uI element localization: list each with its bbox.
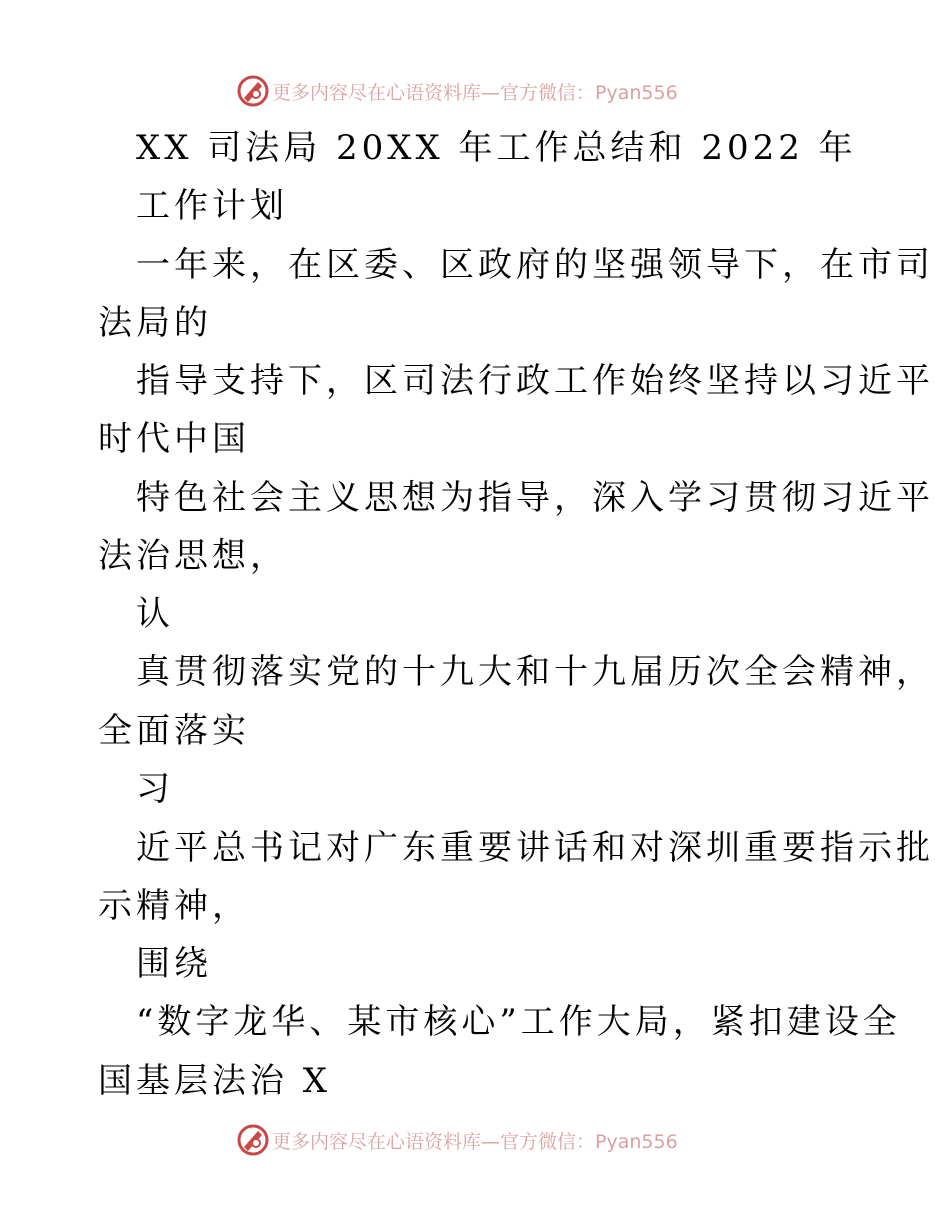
paragraph-line: 围绕 [136,944,212,984]
paragraph-line: 法治思想， [98,536,288,576]
watermark-text: 更多内容尽在心语资料库—官方微信：Pyan556 [272,81,678,104]
paragraph-line: 国基层法治 X [98,1061,332,1101]
watermark-text: 更多内容尽在心语资料库—官方微信：Pyan556 [272,1130,678,1153]
document-title-line-1: XX 司法局 20XX 年工作总结和 2022 年 [136,128,857,168]
paragraph-line: 一年来，在区委、区政府的坚强领导下，在市司 [136,245,934,285]
paragraph-line: 全面落实 [98,711,250,751]
paragraph-line: 指导支持下，区司法行政工作始终坚持以习近平 [136,361,934,401]
paragraph-line: 法局的 [98,303,212,343]
paragraph-line: 真贯彻落实党的十九大和十九届历次全会精神， [136,652,934,692]
watermark-footer [236,1123,678,1157]
paragraph-line: 时代中国 [98,419,250,459]
paragraph-line: 示精神， [98,886,250,926]
watermark-header [236,74,678,108]
paragraph-line: 特色社会主义思想为指导，深入学习贯彻习近平 [136,478,934,518]
paragraph-line: 近平总书记对广东重要讲话和对深圳重要指示批 [136,828,934,868]
seal-logo-icon [236,1123,270,1157]
paragraph-line: “数字龙华、某市核心”工作大局，紧扣建设全 [136,1002,901,1042]
paragraph-line: 习 [136,769,174,809]
paragraph-line: 认 [136,594,174,634]
document-title-line-2: 工作计划 [136,186,288,226]
seal-logo-icon [236,74,270,108]
